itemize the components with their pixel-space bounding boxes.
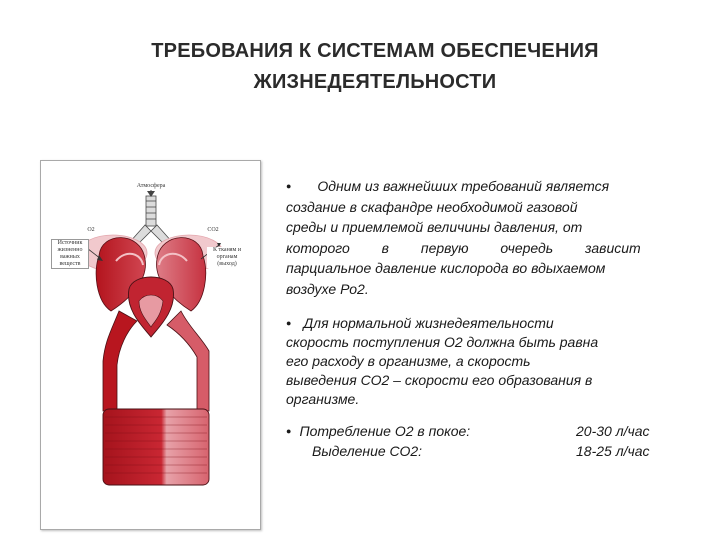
paragraph-gas-environment	[286, 176, 684, 299]
rate-value-o2: 20-30 л/час	[576, 423, 650, 439]
slide-title	[70, 36, 680, 98]
p1-line-3: среды и приемлемой величины давления, от	[286, 219, 583, 235]
p1-text-2: создание в скафандре необходимой газовой	[286, 198, 578, 215]
p2-line-5: организме.	[286, 391, 360, 407]
p2-text-1: Для нормальной жизнедеятельности	[303, 315, 554, 331]
bullet-icon: ●	[286, 181, 292, 191]
p2-line-1	[286, 314, 676, 333]
p1-line-5: парциальное давление кислорода во вдыхаемом	[286, 260, 606, 276]
p1-line-6: воздухе Ро2.	[286, 280, 369, 297]
rate-name-co2: Выделение СО2:	[312, 443, 423, 459]
bullet-icon: ●	[286, 426, 292, 436]
paragraph-o2-co2-balance	[286, 314, 676, 409]
p2-line-4: выведения СО2 – скорости его образования в	[286, 372, 593, 388]
p1-line-4: которого в первую очередь зависит	[286, 239, 641, 256]
label-o2: O2	[83, 227, 99, 234]
circulation-diagram-drawing	[41, 161, 262, 531]
slide-title-line-1: ТРЕБОВАНИЯ К СИСТЕМАМ ОБЕСПЕЧЕНИЯ	[151, 40, 599, 62]
label-atmosphere: Атмосфера	[125, 183, 177, 190]
p2-line-2: скорость поступления О2 должна быть равна	[286, 334, 599, 350]
circulation-diagram	[40, 160, 261, 530]
rate-row-co2	[286, 441, 686, 461]
label-source: Источник жизненно важных веществ	[51, 239, 89, 269]
rate-value-co2: 18-25 л/час	[576, 443, 650, 459]
rate-name-o2	[286, 421, 470, 441]
label-co2: CO2	[203, 227, 223, 234]
rate-name-o2-text: Потребление О2 в покое:	[299, 423, 471, 439]
p2-line-3: его расходу в организме, а скорость	[286, 353, 531, 369]
label-to-tissues: К тканям и органам (выход)	[207, 247, 247, 268]
p1-text-1: Одним из важнейших требований является	[317, 178, 610, 194]
p1-line-1	[286, 176, 684, 197]
bullet-icon: ●	[286, 318, 292, 328]
rate-row-o2	[286, 421, 686, 441]
gas-rates-list	[286, 421, 686, 461]
slide-title-line-2: ЖИЗНЕДЕЯТЕЛЬНОСТИ	[253, 71, 497, 93]
p1-line-2	[286, 197, 684, 218]
